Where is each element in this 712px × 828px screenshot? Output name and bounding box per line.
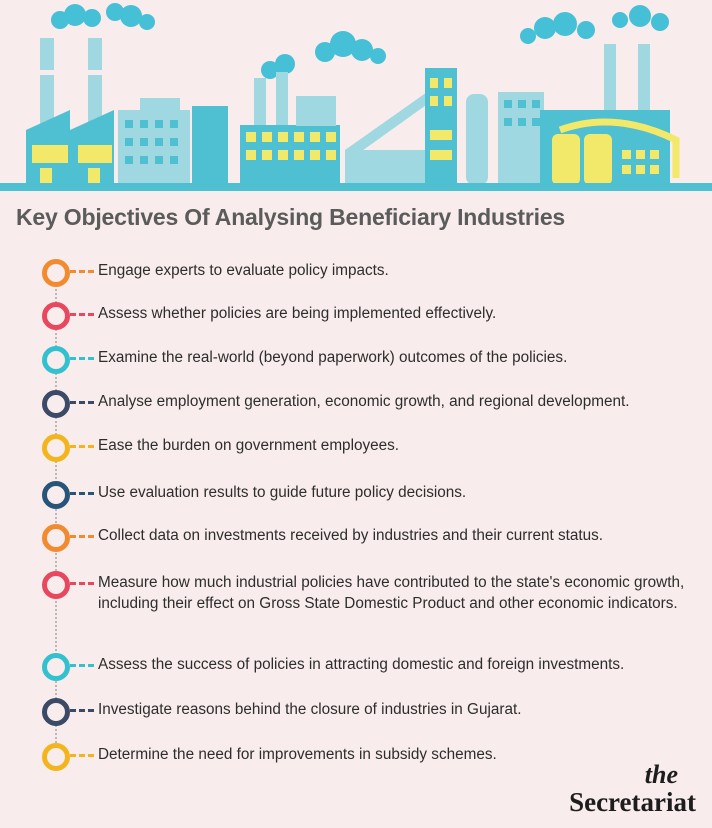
objective-text: Assess the success of policies in attracting domestic and foreign investments. [98,656,625,673]
page-title: Key Objectives Of Analysing Beneficiary Industries [16,204,566,230]
connector-dash [70,270,94,273]
bullet-ring-icon [42,434,70,462]
bullet-ring-icon [42,743,70,771]
brand-the: the [644,760,678,789]
bullet-ring-icon [42,302,70,330]
bullet-ring-icon [42,653,70,681]
cloud-icon [51,3,669,79]
connector-dash [70,582,94,585]
connector-dash [70,492,94,495]
connector-dash [70,754,94,757]
objective-text: Assess whether policies are being implemented effectively. [98,305,497,322]
objective-text: Ease the burden on government employees. [98,437,400,454]
industrial-skyline-illustration [0,0,712,200]
brand-logo [569,762,696,816]
bullet-ring-icon [42,571,70,599]
objective-text: Measure how much industrial policies have contributed to the state's economic growth, including their effect on Gross State Domestic Product and other economic indicators. [98,574,685,612]
connector-dash [70,664,94,667]
objective-text: Collect data on investments received by industries and their current status. [98,527,604,544]
bullet-ring-icon [42,481,70,509]
objective-text: Engage experts to evaluate policy impacts. [98,262,389,279]
bullet-ring-icon [42,390,70,418]
connector-dash [70,445,94,448]
ground-strip [0,183,712,191]
objective-text: Analyse employment generation, economic growth, and regional development. [98,393,630,410]
connector-dash [70,357,94,360]
connector-dash [70,401,94,404]
bullet-ring-icon [42,524,70,552]
timeline-line [55,270,57,755]
bullet-ring-icon [42,698,70,726]
bullet-ring-icon [42,259,70,287]
connector-dash [70,313,94,316]
connector-dash [70,535,94,538]
bullet-ring-icon [42,346,70,374]
objective-text: Use evaluation results to guide future policy decisions. [98,484,467,501]
objective-text: Investigate reasons behind the closure of industries in Gujarat. [98,701,522,718]
brand-name: Secretariat [569,787,696,817]
objective-text: Determine the need for improvements in subsidy schemes. [98,746,497,763]
objective-text: Examine the real-world (beyond paperwork) outcomes of the policies. [98,349,568,366]
connector-dash [70,709,94,712]
